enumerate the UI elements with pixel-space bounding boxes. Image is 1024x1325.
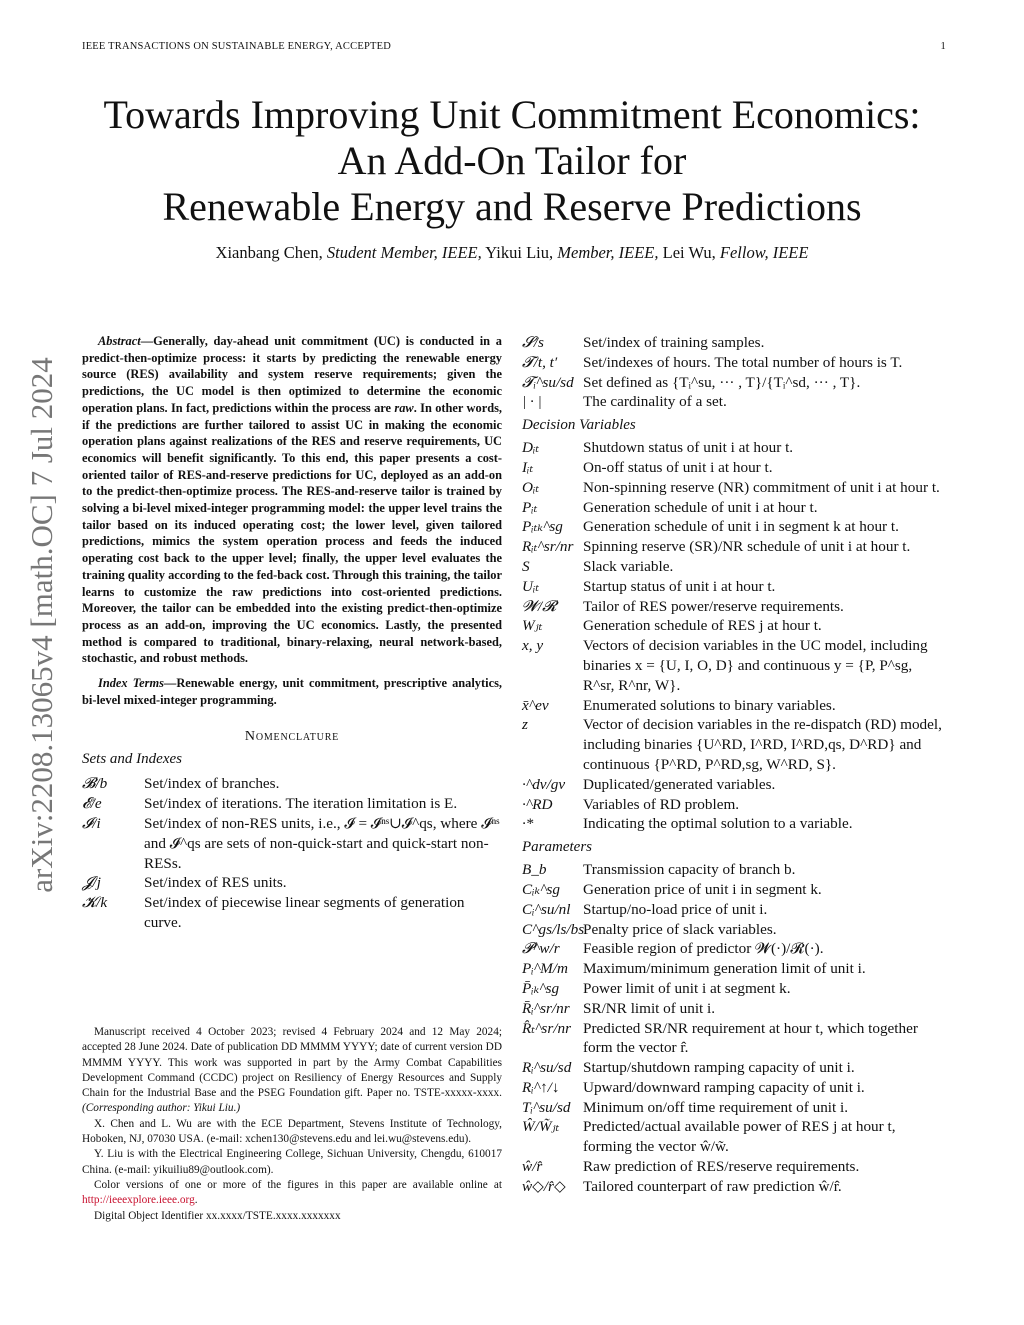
nomenclature-description: Set/index of piecewise linear segments of generation curve. bbox=[144, 894, 465, 932]
abstract-emphasis: raw bbox=[394, 400, 414, 415]
nomenclature-description: SR/NR limit of unit i. bbox=[583, 999, 716, 1017]
nomenclature-description: Set/index of branches. bbox=[144, 775, 280, 793]
nomenclature-entry bbox=[522, 478, 946, 498]
nomenclature-entry bbox=[522, 959, 946, 979]
nomenclature-symbol: R̄ᵢ^sr/nr bbox=[522, 999, 570, 1017]
nomenclature-symbol: Wⱼₜ bbox=[522, 617, 543, 635]
decision-variables-list bbox=[522, 438, 946, 834]
title-line: Renewable Energy and Reserve Predictions bbox=[162, 184, 862, 229]
author-name: Yikui Liu, bbox=[485, 243, 554, 262]
nomenclature-description: Predicted/actual available power of RES j at hour t, forming the vector ŵ/w̃. bbox=[583, 1118, 896, 1156]
nomenclature-symbol: C^gs/ls/bs bbox=[522, 920, 585, 938]
nomenclature-entry bbox=[522, 1117, 946, 1157]
nomenclature-symbol: Oᵢₜ bbox=[522, 478, 540, 496]
nomenclature-entry bbox=[82, 794, 502, 814]
nomenclature-symbol: Cᵢₖ^sg bbox=[522, 880, 560, 898]
nomenclature-entry bbox=[522, 373, 946, 393]
title-line: An Add-On Tailor for bbox=[337, 138, 687, 183]
nomenclature-symbol: Pᵢ^M/m bbox=[522, 960, 568, 978]
nomenclature-symbol: 𝓟^w/r bbox=[522, 940, 560, 958]
nomenclature-entry bbox=[522, 920, 946, 940]
nomenclature-description: Set/index of training samples. bbox=[583, 334, 765, 351]
nomenclature-entry bbox=[522, 438, 946, 458]
nomenclature-description: Transmission capacity of branch b. bbox=[583, 861, 796, 879]
nomenclature-symbol: x̄^ev bbox=[522, 696, 549, 714]
nomenclature-symbol: ·^dv/gv bbox=[522, 775, 566, 793]
nomenclature-entry bbox=[522, 1177, 946, 1197]
index-terms-lead: Index Terms bbox=[98, 676, 164, 691]
paper-title bbox=[0, 92, 1024, 230]
nomenclature-entry bbox=[522, 557, 946, 577]
footnotes bbox=[82, 1025, 502, 1224]
nomenclature-description: Penalty price of slack variables. bbox=[583, 920, 777, 938]
nomenclature-entry bbox=[82, 814, 502, 873]
nomenclature-description: Generation schedule of unit i in segment k at hour t. bbox=[583, 518, 899, 536]
nomenclature-symbol: Pᵢₜ bbox=[522, 498, 538, 516]
nomenclature-description: Tailored counterpart of raw prediction ŵ/r̂. bbox=[583, 1177, 842, 1195]
nomenclature-entry bbox=[522, 597, 946, 617]
nomenclature-description: On-off status of unit i at hour t. bbox=[583, 458, 773, 476]
page-number: 1 bbox=[940, 41, 946, 52]
nomenclature-heading: Nomenclature bbox=[244, 729, 340, 745]
nomenclature-symbol: 𝓙/j bbox=[82, 874, 101, 892]
parameters-list bbox=[522, 860, 946, 1197]
footnote-affiliation: Y. Liu is with the Electrical Engineering College, Sichuan University, Chengdu, 610017 China. (e-mail: yikuiliu89@outlook.com). bbox=[82, 1148, 502, 1176]
nomenclature-entry bbox=[522, 715, 946, 774]
nomenclature-description: Spinning reserve (SR)/NR schedule of unit i at hour t. bbox=[583, 538, 911, 556]
nomenclature-symbol: 𝓣ᵢ^su/sd bbox=[522, 373, 574, 391]
received-text: Manuscript received 4 October 2023; revised 4 February 2024 and 12 May 2024; accepted 28 June 2024. Date of publication DD MMMM YYYY; date of current version DD MMMM YYYY. This work was supported in part by the Army Combat Capabilities Development Command (CCDC) project on Resiliency of Energy Resources and Supply Chain for the Industrial Base and the PSEG Foundation gift. Paper no. TSTE-xxxxx-xxxx. bbox=[82, 1026, 502, 1100]
title-line: Towards Improving Unit Commitment Economics: bbox=[103, 92, 921, 137]
nomenclature-entry bbox=[522, 696, 946, 716]
nomenclature-entry bbox=[522, 880, 946, 900]
nomenclature-symbol: Ŵ/W̃ⱼₜ bbox=[522, 1118, 560, 1136]
nomenclature-description: Generation schedule of RES j at hour t. bbox=[583, 617, 822, 635]
nomenclature-entry bbox=[522, 900, 946, 920]
nomenclature-description: Set defined as {Tᵢ^su, ··· , T}/{Tᵢ^sd, ··· , T}. bbox=[583, 373, 861, 391]
nomenclature-symbol: | · | bbox=[522, 393, 542, 411]
nomenclature-entry bbox=[522, 979, 946, 999]
arxiv-stamp: arXiv:2208.13065v4 [math.OC] 7 Jul 2024 bbox=[24, 357, 59, 893]
running-header: IEEE TRANSACTIONS ON SUSTAINABLE ENERGY, ACCEPTED bbox=[82, 41, 391, 52]
nomenclature-description: Set/index of non-RES units, i.e., 𝓘 = 𝓘ⁿˢ∪𝓘^qs, where 𝓘ⁿˢ and 𝓘^qs are sets of non-quick-start and quick-start non-RESs. bbox=[144, 815, 500, 872]
footnote-doi: Digital Object Identifier xx.xxxx/TSTE.xxxx.xxxxxxx bbox=[94, 1209, 341, 1222]
nomenclature-description: Vectors of decision variables in the UC model, including binaries x = {U, I, O, D} and continuous y = {P, P^sg, R^sr, R^nr, W}. bbox=[583, 637, 928, 694]
footnote-affiliation: X. Chen and L. Wu are with the ECE Department, Stevens Institute of Technology, Hoboken, NJ, 07030 USA. (e-mail: xchen130@stevens.edu and lei.wu@stevens.edu). bbox=[82, 1117, 502, 1146]
nomenclature-description: Slack variable. bbox=[583, 557, 674, 575]
author-name: Xianbang Chen, bbox=[215, 243, 323, 262]
nomenclature-description: Set/indexes of hours. The total number of hours is T. bbox=[583, 353, 903, 371]
nomenclature-description: Startup/shutdown ramping capacity of unit i. bbox=[583, 1059, 855, 1077]
nomenclature-entry bbox=[522, 775, 946, 795]
nomenclature-description: Feasible region of predictor 𝓦(·)/𝓡(·). bbox=[583, 940, 824, 958]
nomenclature-description: The cardinality of a set. bbox=[583, 393, 727, 411]
nomenclature-symbol: 𝓢/s bbox=[522, 334, 544, 351]
right-column bbox=[522, 333, 946, 1197]
nomenclature-entry bbox=[522, 860, 946, 880]
abstract-text: . In other words, if the predictions are further tailored to assist UC in making the economic operation plans against realizations of the RES and reserve requirements, UC economics will benefit significantly. To this end, this paper presents a cost-oriented tailor of RES-and-reserve predictions for UC, deployed as an add-on to the predict-then-optimize process. The RES-and-reserve tailor is trained by solving a bi-level mixed-integer programming model: the upper level trains the tailor based on its induced operating cost; the lower level, given tailored predictions, mimics the system operation process and feeds the induced operating cost back to the upper level; finally, the upper level evaluates the training quality according to the fed-back cost. Through this training, the tailor learns to customize the raw predictions into cost-oriented predictions. Moreover, the tailor can be embedded into the existing predict-then-optimize process as an add-on, improving the UC economics. Lastly, the presented method is compared to traditional, binary-relaxing, neural network-based, stochastic, and robust methods. bbox=[82, 400, 503, 666]
nomenclature-description: Power limit of unit i at segment k. bbox=[583, 979, 791, 997]
nomenclature-description: Startup status of unit i at hour t. bbox=[583, 577, 776, 595]
nomenclature-description: Duplicated/generated variables. bbox=[583, 775, 776, 793]
parameters-heading: Parameters bbox=[522, 839, 592, 856]
abstract-lead: Abstract bbox=[98, 334, 141, 348]
nomenclature-description: Tailor of RES power/reserve requirements. bbox=[583, 597, 844, 615]
nomenclature-description: Startup/no-load price of unit i. bbox=[583, 900, 768, 918]
nomenclature-description: Raw prediction of RES/reserve requirements. bbox=[583, 1158, 860, 1176]
decision-variables-heading: Decision Variables bbox=[522, 417, 636, 434]
nomenclature-entry bbox=[522, 517, 946, 537]
nomenclature-description: Generation price of unit i in segment k. bbox=[583, 880, 822, 898]
nomenclature-symbol: Tᵢ^su/sd bbox=[522, 1098, 571, 1116]
nomenclature-entry bbox=[522, 498, 946, 518]
nomenclature-symbol: 𝓣/t, t′ bbox=[522, 353, 558, 371]
nomenclature-description: Shutdown status of unit i at hour t. bbox=[583, 439, 794, 457]
nomenclature-description: Non-spinning reserve (NR) commitment of unit i at hour t. bbox=[583, 478, 940, 496]
author-name: Lei Wu, bbox=[662, 243, 716, 262]
index-terms bbox=[82, 675, 502, 708]
nomenclature-entry bbox=[522, 636, 946, 695]
nomenclature-description: Generation schedule of unit i at hour t. bbox=[583, 498, 818, 516]
nomenclature-entry bbox=[522, 458, 946, 478]
nomenclature-entry bbox=[522, 1157, 946, 1177]
author-role: Student Member, IEEE, bbox=[326, 243, 482, 262]
nomenclature-description: Vector of decision variables in the re-dispatch (RD) model, including binaries {U^RD, I^RD, I^RD,qs, D^RD} and continuous {P^RD, P^RD,sg, W^RD, S}. bbox=[583, 716, 942, 773]
nomenclature-symbol: z bbox=[522, 716, 528, 734]
nomenclature-description: Indicating the optimal solution to a variable. bbox=[583, 815, 853, 833]
nomenclature-entry bbox=[522, 577, 946, 597]
nomenclature-symbol: ·* bbox=[522, 815, 534, 833]
nomenclature-entry bbox=[522, 1078, 946, 1098]
nomenclature-symbol: Cᵢ^su/nl bbox=[522, 900, 571, 918]
sets-list bbox=[82, 774, 502, 932]
nomenclature-symbol: Rᵢₜ^sr/nr bbox=[522, 538, 574, 556]
nomenclature-symbol: ŵ◇/r̂◇ bbox=[522, 1177, 566, 1195]
abstract-text: —Generally, day-ahead unit commitment (UC) is conducted in a predict-then-optimize process: it starts by predicting the renewable energy source (RES) availability and system reserve requirements; given the predictions, the UC model is then optimized to determine the economic operation plans. In fact, predictions within the process are bbox=[82, 334, 502, 415]
nomenclature-symbol: 𝓦/𝓡 bbox=[522, 597, 557, 615]
footnote-received bbox=[82, 1025, 502, 1117]
nomenclature-entry bbox=[522, 392, 946, 412]
nomenclature-entry bbox=[522, 814, 946, 834]
abstract bbox=[82, 333, 502, 667]
nomenclature-description: Set/index of iterations. The iteration limitation is E. bbox=[144, 795, 458, 813]
nomenclature-symbol: 𝓔/e bbox=[82, 795, 102, 813]
nomenclature-symbol: B_b bbox=[522, 861, 547, 879]
nomenclature-entry bbox=[522, 333, 946, 353]
nomenclature-symbol: Dᵢₜ bbox=[522, 439, 540, 457]
nomenclature-symbol: Rᵢ^su/sd bbox=[522, 1059, 572, 1077]
nomenclature-entry bbox=[522, 795, 946, 815]
author-role: Member, IEEE, bbox=[557, 243, 659, 262]
nomenclature-entry bbox=[522, 537, 946, 557]
nomenclature-entry bbox=[522, 1058, 946, 1078]
nomenclature-symbol: S bbox=[522, 557, 530, 575]
nomenclature-description: Variables of RD problem. bbox=[583, 795, 740, 813]
nomenclature-symbol: Iᵢₜ bbox=[522, 458, 534, 476]
sets-heading: Sets and Indexes bbox=[82, 751, 182, 768]
nomenclature-entry bbox=[522, 353, 946, 373]
nomenclature-entry bbox=[522, 999, 946, 1019]
nomenclature-symbol: 𝓚/k bbox=[82, 894, 108, 912]
nomenclature-entry bbox=[522, 1098, 946, 1118]
nomenclature-symbol: Rᵢ^↑/↓ bbox=[522, 1078, 560, 1096]
nomenclature-entry bbox=[82, 893, 502, 933]
nomenclature-symbol: ·^RD bbox=[522, 795, 553, 813]
nomenclature-symbol: x, y bbox=[522, 637, 544, 655]
nomenclature-description: Enumerated solutions to binary variables. bbox=[583, 696, 836, 714]
left-column bbox=[82, 333, 502, 933]
nomenclature-symbol: 𝓑/b bbox=[82, 775, 108, 793]
nomenclature-symbol: R̂ₜ^sr/nr bbox=[522, 1019, 571, 1037]
nomenclature-description: Maximum/minimum generation limit of unit i. bbox=[583, 960, 866, 978]
nomenclature-symbol: Pᵢₜₖ^sg bbox=[522, 518, 563, 536]
nomenclature-description: Upward/downward ramping capacity of unit i. bbox=[583, 1078, 865, 1096]
ieee-link[interactable]: http://ieeexplore.ieee.org bbox=[82, 1194, 195, 1207]
nomenclature-entry bbox=[82, 873, 502, 893]
nomenclature-entry bbox=[82, 774, 502, 794]
nomenclature-symbol: ŵ/r̂ bbox=[522, 1158, 543, 1176]
nomenclature-symbol: 𝓘/i bbox=[82, 815, 101, 833]
nomenclature-description: Minimum on/off time requirement of unit i. bbox=[583, 1098, 849, 1116]
author-role: Fellow, IEEE bbox=[719, 243, 809, 262]
nomenclature-symbol: P̄ᵢₖ^sg bbox=[522, 979, 560, 997]
sets-list-continued bbox=[522, 333, 946, 412]
corresponding-author: (Corresponding author: Yikui Liu.) bbox=[82, 1102, 241, 1115]
author-list bbox=[0, 243, 1024, 263]
nomenclature-entry bbox=[522, 616, 946, 636]
footnote-color: Color versions of one or more of the figures in this paper are available online at http://ieeexplore.ieee.org. bbox=[82, 1178, 502, 1207]
nomenclature-description: Set/index of RES units. bbox=[144, 874, 287, 892]
nomenclature-symbol: Uᵢₜ bbox=[522, 577, 540, 595]
index-terms-text: —Renewable energy, unit commitment, prescriptive analytics, bi-level mixed-integer programming. bbox=[82, 676, 502, 707]
nomenclature-entry bbox=[522, 1019, 946, 1059]
nomenclature-description: Predicted SR/NR requirement at hour t, which together form the vector r̂. bbox=[583, 1019, 918, 1057]
color-note-text: Color versions of one or more of the figures in this paper are available online at bbox=[94, 1178, 502, 1191]
nomenclature-entry bbox=[522, 939, 946, 959]
